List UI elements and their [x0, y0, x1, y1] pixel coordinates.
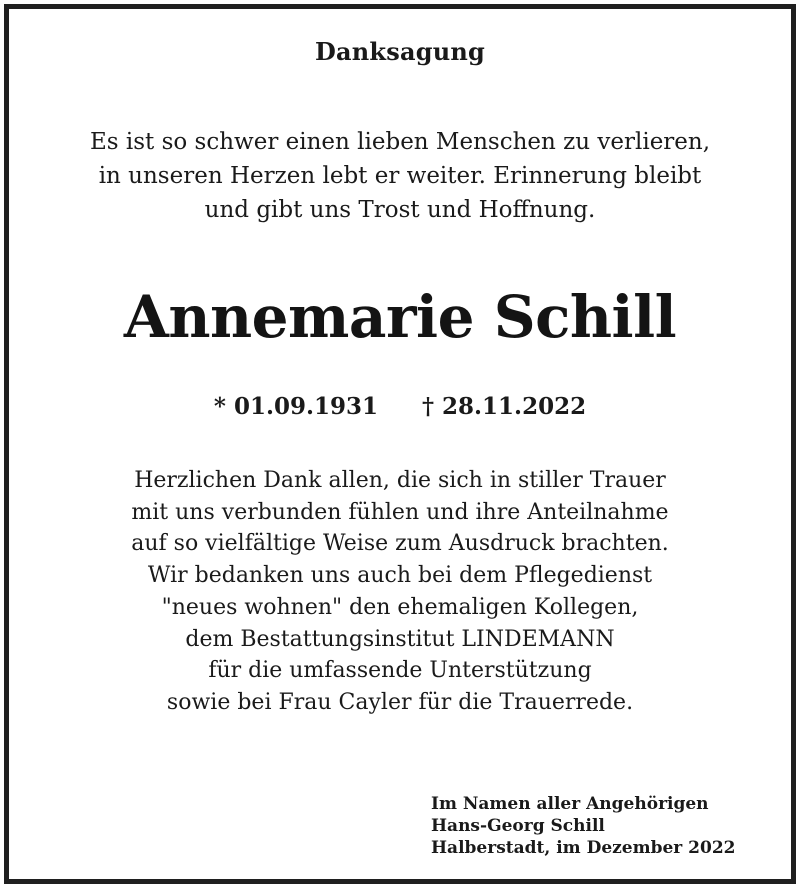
- thanks-line: mit uns verbunden fühlen und ihre Anteilnahme: [131, 499, 669, 525]
- thanks-line: auf so vielfältige Weise zum Ausdruck brachten.: [131, 531, 669, 557]
- motto-line: in unseren Herzen lebt er weiter. Erinnerung bleibt: [98, 163, 702, 189]
- motto-text: [9, 125, 791, 227]
- signature-line: Hans-Georg Schill: [431, 816, 605, 836]
- signature-block: [431, 793, 735, 859]
- thanks-line: "neues wohnen" den ehemaligen Kollegen,: [161, 594, 639, 620]
- notice-frame: [4, 4, 796, 884]
- thanks-line: sowie bei Frau Cayler für die Trauerrede.: [166, 689, 634, 715]
- motto-line: Es ist so schwer einen lieben Menschen zu verlieren,: [89, 129, 711, 155]
- thanks-text: [9, 465, 791, 719]
- signature-line: Im Namen aller Angehörigen: [431, 794, 709, 814]
- motto-line: und gibt uns Trost und Hoffnung.: [204, 197, 596, 223]
- notice-title: Danksagung: [315, 37, 485, 66]
- birth-date: * 01.09.1931: [213, 393, 378, 420]
- death-date: † 28.11.2022: [422, 393, 587, 420]
- deceased-name: Annemarie Schill: [123, 283, 677, 351]
- life-dates: [9, 393, 791, 420]
- thanks-line: Herzlichen Dank allen, die sich in stiller Trauer: [134, 468, 666, 493]
- thanks-line: dem Bestattungsinstitut LINDEMANN: [185, 626, 615, 652]
- thanks-line: Wir bedanken uns auch bei dem Pflegedienst: [147, 563, 653, 589]
- signature-line: Halberstadt, im Dezember 2022: [431, 838, 736, 858]
- thanks-line: für die umfassende Unterstützung: [208, 658, 592, 684]
